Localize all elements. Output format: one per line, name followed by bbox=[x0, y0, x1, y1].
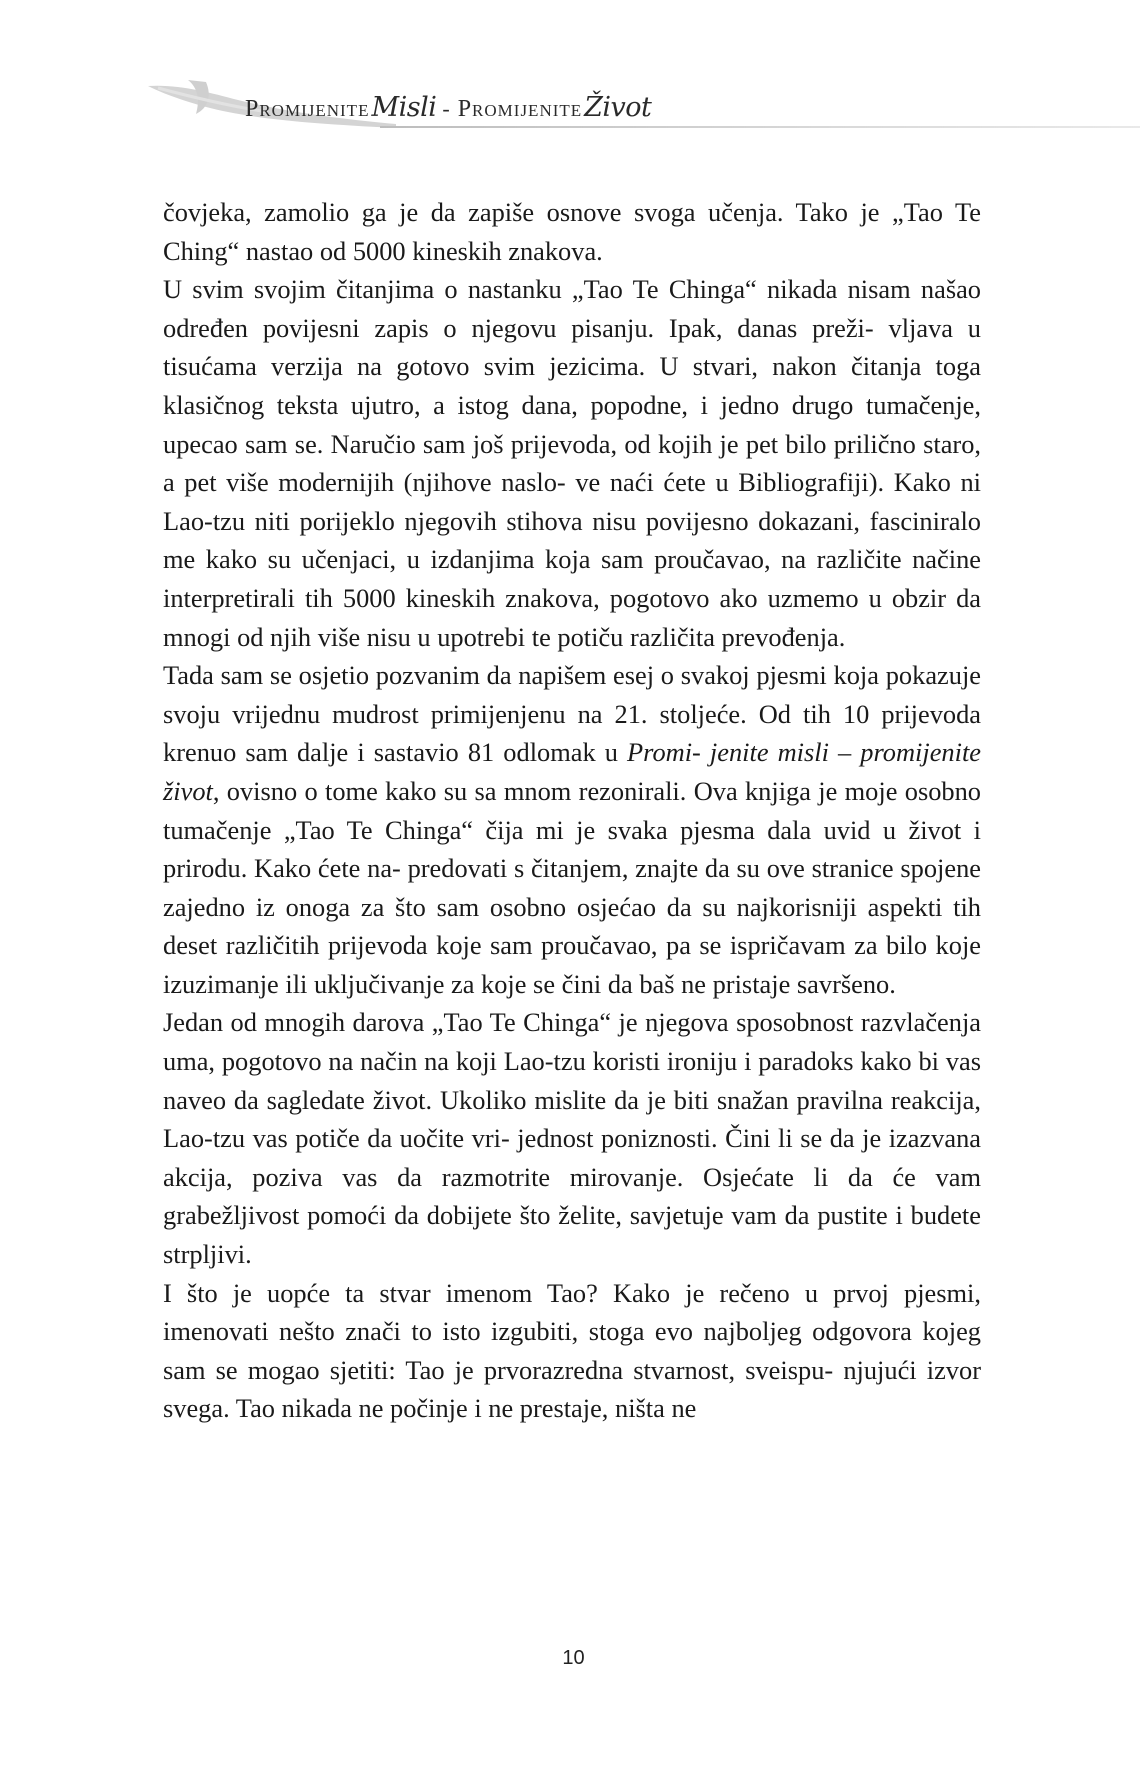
paragraph-3 bbox=[163, 656, 981, 1003]
header-script-2: Život bbox=[584, 92, 652, 123]
text-line: različitih prijevoda koje sam proučavao, pa se ispričavam za bilo bbox=[225, 930, 928, 961]
text-line: Te Ching“ nastao od 5000 kineskih znakova. bbox=[163, 197, 982, 266]
text-line: i paradoks kako bi vas naveo da sagledate život. Ukoliko mislite da bbox=[163, 1046, 981, 1115]
text-line: 5000 kineskih znakova, pogotovo ako uzmemo u obzir da mnogi bbox=[163, 582, 982, 652]
header-separator: - bbox=[442, 96, 450, 121]
header-title bbox=[245, 92, 653, 128]
text-line: vljava u tisućama verzija na gotovo svim jezicima. U stvari, nakon bbox=[163, 312, 981, 382]
text-line: razvlačenja uma, pogotovo na način na koji Lao-tzu koristi ironiju bbox=[163, 1007, 981, 1077]
paragraph-4 bbox=[163, 1003, 981, 1273]
text-line: je biti snažan pravilna reakcija, Lao-tzu vas potiče da uočite vri- bbox=[163, 1084, 981, 1154]
text-line: od njih više nisu u upotrebi te potiču različita prevođenja. bbox=[237, 621, 846, 652]
text-line: kojeg sam se mogao sjetiti: Tao je prvorazredna stvarnost, sveispu- bbox=[163, 1316, 981, 1385]
text-line: I što je uopće ta stvar imenom Tao? Kako je rečeno u prvoj pjesmi, bbox=[163, 1277, 981, 1308]
header-word-2: Promijenite bbox=[457, 96, 583, 122]
text-line: čovjeka, zamolio ga je da zapiše osnove svoga učenja. Tako je „Tao bbox=[163, 197, 943, 227]
book-title-italic: jenite misli – promijenite život bbox=[163, 737, 981, 806]
text-line: rezonirali. Ova knjiga je moje osobno tumačenje „Tao Te Chinga“ bbox=[163, 775, 982, 845]
text-line: pokazuje svoju vrijednu mudrost primijenjenu na 21. stoljeće. Od bbox=[163, 660, 981, 729]
text-line: , ovisno o tome kako su sa mnom bbox=[212, 775, 572, 806]
body-text bbox=[163, 193, 981, 1428]
header-script-1: Misli bbox=[371, 92, 437, 123]
text-line: U svim svojim čitanjima o nastanku „Tao Te Chinga“ nikada nisam bbox=[163, 274, 911, 305]
header-word-1: Promijenite bbox=[245, 96, 370, 122]
paragraph-1 bbox=[163, 193, 981, 270]
text-line: koje izuzimanje ili uključivanje za koje se čini da baš ne pristaje bbox=[163, 930, 981, 999]
text-line: Tada sam se osjetio pozvanim da napišem esej o svakoj pjesmi koja bbox=[163, 660, 879, 691]
text-line: razmotrite mirovanje. Osjećate li da će vam grabežljivost pomoći bbox=[163, 1161, 981, 1231]
text-line: čija mi je svaka pjesma dala uvid u život i prirodu. Kako ćete na- bbox=[163, 814, 981, 884]
text-line: onoga za što sam osobno osjećao da su najkorisniji aspekti tih deset bbox=[163, 891, 981, 961]
text-line: drugo tumačenje, upecao sam se. Naručio sam još prijevoda, od bbox=[163, 389, 981, 459]
text-line: jednost poniznosti. Čini li se da je izazvana akcija, poziva vas da bbox=[163, 1123, 981, 1192]
paragraph-5 bbox=[163, 1274, 981, 1428]
text-line: ve naći ćete u Bibliografiji). Kako ni Lao-tzu niti porijeklo njegovih bbox=[163, 467, 981, 536]
text-line: izdanjima koja sam proučavao, na različite načine interpretirali tih bbox=[163, 544, 981, 613]
text-line: čitanja toga klasičnog teksta ujutro, a istog dana, popodne, i jedno bbox=[163, 351, 981, 420]
book-title-italic: Promi- bbox=[627, 737, 701, 768]
text-line: savršeno. bbox=[796, 968, 896, 999]
text-line: predovati s čitanjem, znajte da su ove stranice spojene zajedno iz bbox=[163, 853, 981, 922]
text-line: Jedan od mnogih darova „Tao Te Chinga“ je njegova sposobnost bbox=[163, 1007, 854, 1038]
text-line: kojih je pet bilo prilično staro, a pet više modernijih (njihove naslo- bbox=[163, 428, 981, 498]
paragraph-2 bbox=[163, 270, 981, 656]
text-line: našao određen povijesni zapis o njegovu pisanju. Ipak, danas preži- bbox=[163, 274, 981, 343]
page-number: 10 bbox=[562, 1647, 585, 1669]
text-line: imenovati nešto znači to isto izgubiti, stoga evo najboljeg odgovora bbox=[163, 1316, 912, 1347]
running-header bbox=[0, 0, 1147, 150]
text-line: tih 10 prijevoda krenuo sam dalje i sastavio 81 odlomak u bbox=[163, 698, 982, 768]
text-line: njujući izvor svega. Tao nikada ne počinje i ne prestaje, ništa ne bbox=[163, 1354, 981, 1424]
text-line: da dobijete što želite, savjetuje vam da pustite i budete strpljivi. bbox=[163, 1200, 981, 1270]
text-line: stihova nisu povijesno dokazani, fasciniralo me kako su učenjaci, u bbox=[163, 505, 981, 575]
